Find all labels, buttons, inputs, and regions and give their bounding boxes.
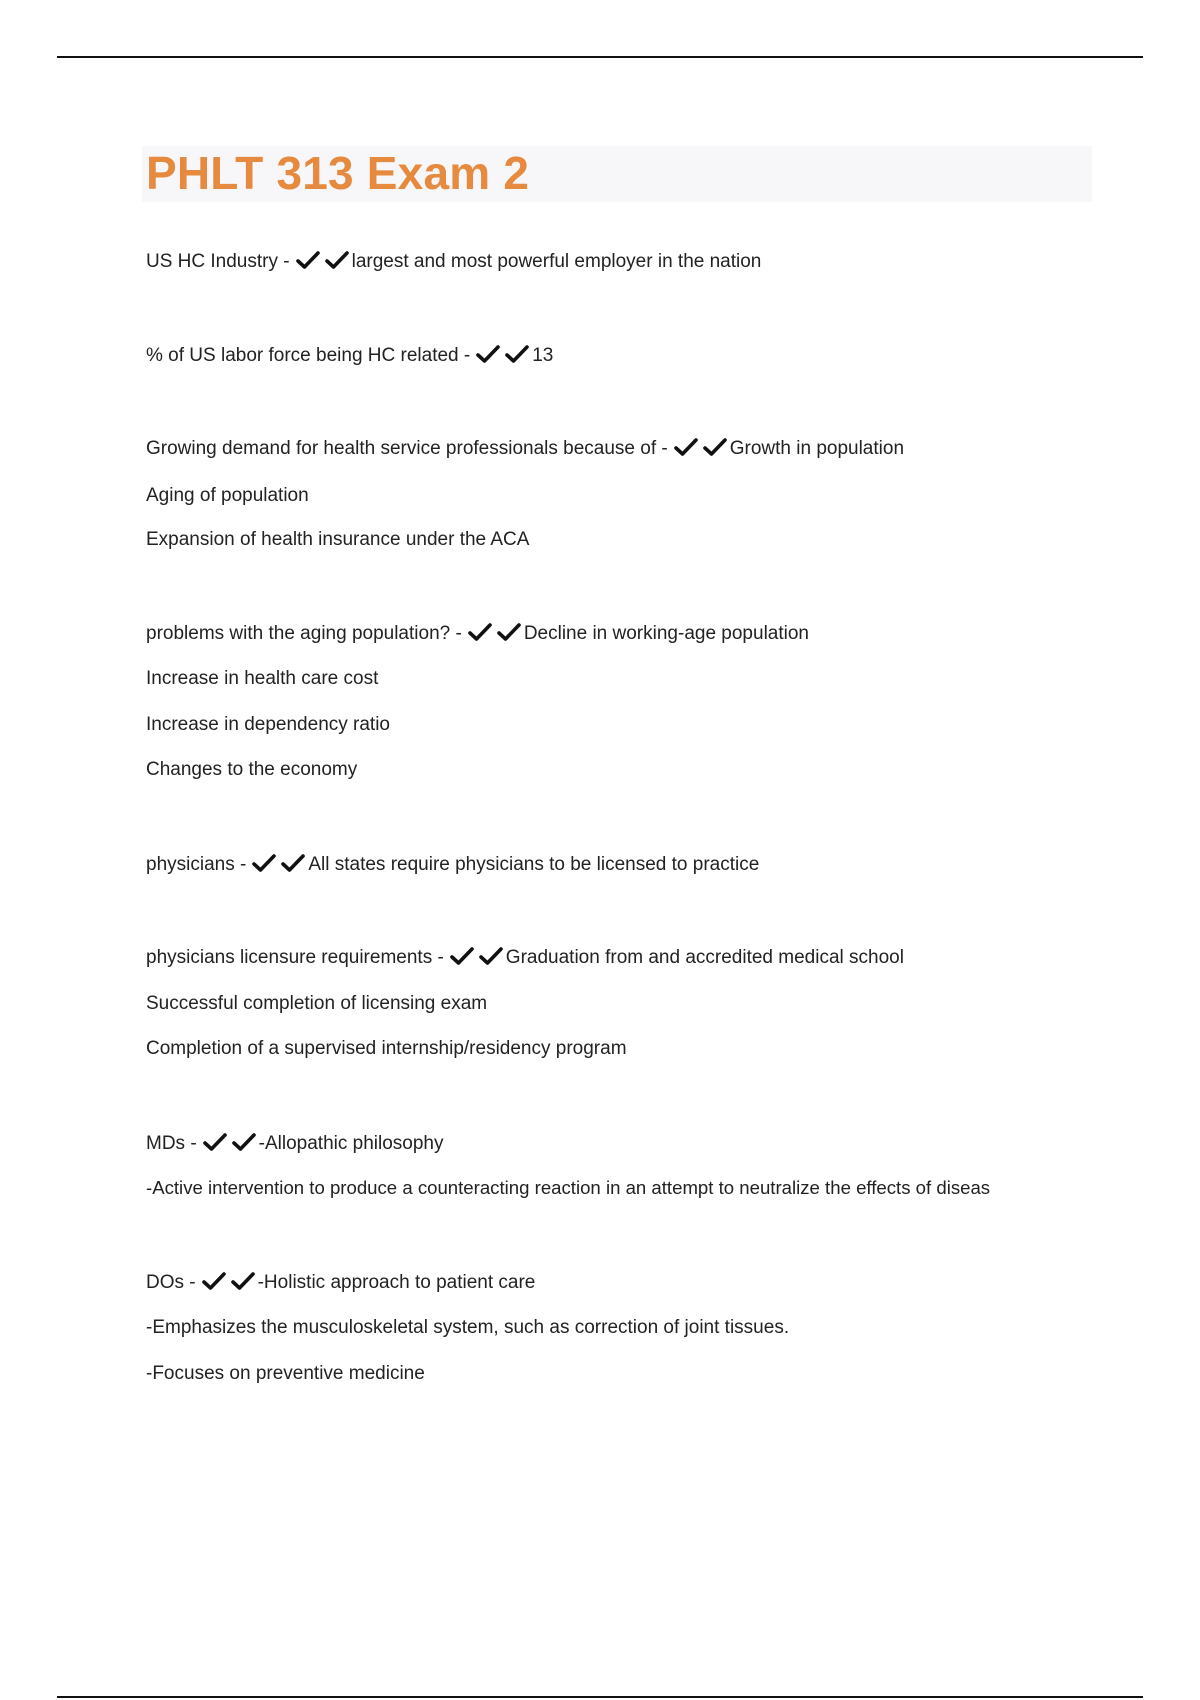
card-term-line (146, 853, 759, 877)
card-answer-line: Increase in health care cost (146, 668, 379, 689)
card-answer-line: -Emphasizes the musculoskeletal system, such as correction of joint tissues. (146, 1317, 790, 1338)
card-term-line (146, 946, 904, 970)
document-title: PHLT 313 Exam 2 (146, 147, 530, 199)
card-term: % of US labor force being HC related - (146, 345, 471, 366)
card-answer-line: largest and most powerful employer in the nation (351, 251, 762, 272)
card-answer-line: Decline in working-age population (523, 623, 809, 644)
card-answer-line: Growth in population (729, 438, 905, 459)
card-term: MDs - (146, 1133, 197, 1154)
double-check-icon (202, 1271, 255, 1291)
card-term: physicians licensure requirements - (146, 947, 444, 968)
card-answer-line: Aging of population (146, 485, 309, 506)
card-answer-line: All states require physicians to be licensed to practice (308, 854, 760, 875)
card-term: US HC Industry - (146, 251, 290, 272)
footer-rule (57, 1696, 1143, 1698)
card-answer-line: Completion of a supervised internship/residency program (146, 1038, 627, 1059)
double-check-icon (252, 853, 305, 873)
double-check-icon (450, 946, 503, 966)
card-term-line (146, 250, 761, 274)
card-answer-line: Changes to the economy (146, 759, 358, 780)
header-rule (57, 56, 1143, 58)
card-term: DOs - (146, 1272, 196, 1293)
card-answer-line: Expansion of health insurance under the ACA (146, 529, 530, 550)
card-term-line (146, 622, 809, 646)
card-term-line (146, 1271, 535, 1295)
card-answer-line: Graduation from and accredited medical school (505, 947, 904, 968)
card-answer-line: -Focuses on preventive medicine (146, 1363, 425, 1384)
card-answer-line: Successful completion of licensing exam (146, 993, 488, 1014)
double-check-icon (203, 1132, 256, 1152)
card-term: Growing demand for health service professionals because of - (146, 438, 668, 459)
card-term-line (146, 344, 553, 368)
card-answer-line: -Holistic approach to patient care (257, 1272, 536, 1293)
card-term: problems with the aging population? - (146, 623, 462, 644)
card-term-line (146, 1132, 444, 1156)
double-check-icon (476, 344, 529, 364)
double-check-icon (468, 622, 521, 642)
card-answer-line: -Active intervention to produce a counteracting reaction in an attempt to neutralize the effects of diseas (146, 1177, 991, 1198)
card-answer-line: 13 (532, 345, 554, 366)
card-answer-line: Increase in dependency ratio (146, 714, 390, 735)
card-term-line (146, 437, 904, 461)
card-answer-line: -Allopathic philosophy (258, 1133, 444, 1154)
double-check-icon (296, 250, 349, 270)
card-term: physicians - (146, 854, 247, 875)
double-check-icon (674, 437, 727, 457)
